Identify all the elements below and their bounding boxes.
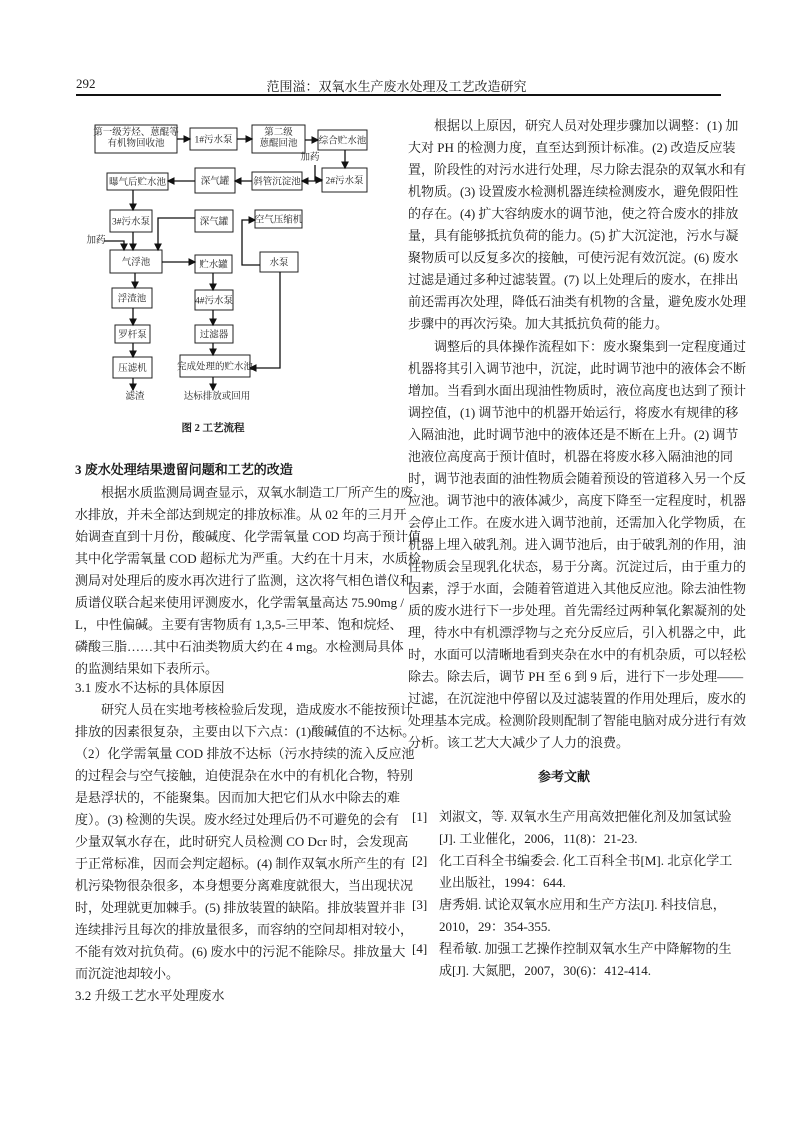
- text-line: 测局对处理后的废水再次进行了监测，这次将气相色谱仪和: [75, 573, 414, 588]
- text-line: 水排放，并未全部达到规定的排放标准。从 02 年的三月开: [75, 507, 407, 522]
- flow-label: 加药: [300, 153, 320, 163]
- flow-arrow: [104, 241, 124, 250]
- process-box-label: 2#污水泵: [325, 176, 364, 187]
- process-box-label: 罗杆泵: [118, 330, 147, 341]
- figure-caption: 图 2 工艺流程: [181, 423, 245, 434]
- process-box-label: 第一级芳烃、蒽醌等: [93, 128, 179, 138]
- flow-label: 加药: [86, 236, 106, 246]
- reference-text: 成[J]. 大氮肥，2007，30(6)：412-414.: [439, 963, 651, 978]
- reference-item: [412, 938, 732, 982]
- process-box-label: 第二级: [264, 128, 293, 138]
- text-line: 理，待水中有机漂浮物与之充分反应后，引入机器之中，此: [408, 625, 747, 640]
- text-line: 机物质。(3) 设置废水检测机器连续检测废水，避免假阳性: [408, 184, 739, 199]
- text-line: 调控值，(1) 调节池中的机器开始运行，将废水有规律的移: [408, 405, 739, 420]
- text-line: 不能有效对抗负荷。(6) 废水中的污泥不能除尽。排放量大: [75, 944, 406, 959]
- process-box-label: 深气罐: [199, 217, 229, 228]
- text-line: 时，水面可以清晰地看到夹杂在水中的有机杂质，可以轻松: [408, 647, 747, 662]
- text-line: 会停止工作。在废水进入调节池前，还需加入化学物质，在: [408, 515, 747, 530]
- text-line: 连续排污且每次的排放量很多，而容纳的空间却相对较小，: [75, 922, 414, 937]
- text-line: 度）。(3) 检测的失误。废水经过处理后仍不可避免的会有: [75, 812, 399, 827]
- text-line: 始调查直到十月份，酸碱度、化学需氧量 COD 均高于预计值，: [75, 529, 434, 544]
- text-line: 的过程会与空气接触，迫使混杂在水中的有机化合物，特别: [75, 768, 414, 783]
- section-3-2-paragraph-1: [408, 115, 747, 335]
- text-line: 机器将其引入调节池中，沉淀，此时调节池中的液体会不断: [408, 361, 747, 376]
- text-line: 机器上埋入破乳剂。进入调节池后，由于破乳剂的作用，油: [408, 537, 747, 552]
- process-box-label: 水泵: [269, 258, 289, 269]
- flow-label: 滤渣: [125, 392, 145, 402]
- reference-number: [1]: [412, 809, 428, 824]
- reference-text: 2010，29：354-355.: [439, 919, 551, 934]
- flow-arrow: [315, 165, 322, 180]
- text-line: 于正常标准，因而会判定超标。(4) 制作双氧水所产生的有: [75, 856, 406, 871]
- reference-text: 刘淑文，等. 双氧水生产用高效把催化剂及加氢试验: [439, 809, 732, 824]
- text-line: 根据以上原因，研究人员对处理步骤加以调整：(1) 加: [434, 118, 739, 133]
- process-box-label: 深气罐: [200, 177, 230, 187]
- section-3-2-title: 3.2 升级工艺水平处理废水: [75, 988, 225, 1003]
- text-line: 过滤，在沉淀池中停留以及过滤装置的作用处理后，废水的: [408, 691, 747, 706]
- reference-text: [J]. 工业催化，2006，11(8)：21-23.: [439, 831, 638, 846]
- process-box-label: 斜管沉淀池: [253, 177, 301, 188]
- text-line: 因素，浮于水面，会随着管道进入其他反应池。除去油性物: [408, 581, 747, 596]
- process-box-label: 过滤器: [199, 330, 229, 341]
- reference-item: [412, 894, 726, 938]
- text-line: 的存在。(4) 扩大容纳废水的调节池，使之符合废水的排放: [408, 206, 739, 221]
- section-3-2-paragraph-2: [408, 336, 747, 754]
- process-box-label: 3#污水泵: [111, 217, 151, 228]
- text-line: 时，处理就更加棘手。(5) 排放装置的缺陷。排放装置并非: [75, 900, 406, 915]
- text-line: L，中性偏碱。主要有害物质有 1,3,5-三甲苯、饱和烷烃、: [75, 617, 403, 632]
- process-box-label: 1#污水泵: [194, 135, 233, 146]
- text-line: 的监测结果如下表所示。: [75, 661, 219, 676]
- text-line: 除去。除去后，调节 PH 至 6 到 9 后，进行下一步处理——: [408, 669, 744, 684]
- process-box-label: 蒽醌回池: [259, 139, 298, 149]
- process-box-label: 4#污水泵: [194, 296, 234, 307]
- process-box-label: 浮渣池: [117, 294, 147, 305]
- reference-number: [2]: [412, 853, 428, 868]
- text-line: 质谱仪联合起来使用评测废水，化学需氧量高达 75.90mg /: [75, 595, 404, 610]
- process-box-label: 完成处理的贮水池: [176, 362, 254, 373]
- text-line: 质的废水进行下一步处理。首先需经过两种氧化絮凝剂的处: [408, 603, 747, 618]
- references-title: 参考文献: [537, 769, 590, 784]
- process-box-label: 有机物回收池: [107, 139, 165, 149]
- text-line: 少量双氧水存在，此时研究人员检测 CO Dcr 时，会发现高: [75, 834, 409, 849]
- text-line: 而沉淀池却较小。: [75, 966, 180, 981]
- reference-number: [3]: [412, 897, 428, 912]
- text-line: 过滤是通过多种过滤装置。(7) 以上处理后的废水，在排出: [408, 272, 739, 287]
- process-box-label: 压滤机: [118, 364, 147, 374]
- text-line: 前还需再次处理，降低石油类有机物的含量，避免废水处理: [408, 294, 747, 309]
- text-line: 入隔油池，此时调节池中的液体还是不断在上升。(2) 调节: [408, 427, 739, 442]
- text-line: 聚物质可以反复多次的接触，可使污泥有效沉淀。(6) 废水: [408, 250, 739, 265]
- reference-item: [412, 806, 732, 850]
- reference-text: 业出版社，1994：644.: [439, 875, 566, 890]
- reference-text: 化工百科全书编委会. 化工百科全书[M]. 北京化学工: [439, 853, 733, 868]
- text-line: 排放的因素很复杂，主要由以下六点：(1)酸碱值的不达标。: [75, 724, 416, 739]
- reference-list: [412, 806, 733, 982]
- text-line: 处理基本完成。检测阶段则配制了智能电脑对成分进行有效: [408, 713, 747, 728]
- text-line: 置，阶段性的对污水进行处理，尽力除去混杂的双氧水和有: [408, 162, 747, 177]
- text-line: 分析。该工艺大大减少了人力的浪费。: [408, 735, 630, 750]
- running-title: 范围溢：双氧水生产废水处理及工艺改造研究: [266, 79, 527, 94]
- text-line: 磷酸三脂……其中石油类物质大约在 4 mg。水检测局具体: [75, 639, 404, 654]
- section-3-paragraph: [75, 482, 434, 680]
- section-3-1-paragraph: [75, 699, 416, 985]
- process-box-label: 空气压缩机: [254, 215, 303, 226]
- process-box-label: 气浮池: [121, 258, 151, 268]
- text-line: 增加。当看到水面出现油性物质时，液位高度也达到了预计: [408, 383, 747, 398]
- text-line: 是悬浮状的，不能聚集。因而加大把它们从水中除去的难: [75, 790, 401, 805]
- flow-label: 达标排放或回用: [183, 392, 251, 402]
- process-box-label: 综合贮水池: [318, 136, 367, 147]
- flow-arrow: [250, 272, 280, 368]
- text-line: 大对 PH 的检测力度，直至达到预计标准。(2) 改造反应装: [408, 140, 736, 155]
- reference-text: 程希敏. 加强工艺操作控制双氧水生产中降解物的生: [439, 941, 732, 956]
- text-line: 应池。调节池中的液体减少，高度下降至一定程度时，机器: [408, 493, 747, 508]
- text-line: 池液位高度高于预计值时，机器在将废水移入隔油池的同: [408, 449, 734, 464]
- text-line: 研究人员在实地考核检验后发现，造成废水不能按预计: [101, 702, 414, 717]
- text-line: 量，具有能够抵抗负荷的能力。(5) 扩大沉淀池，污水与凝: [408, 228, 739, 243]
- reference-number: [4]: [412, 941, 428, 956]
- process-box-label: 贮水罐: [199, 260, 228, 271]
- page-number: 292: [76, 76, 96, 91]
- text-line: 步骤中的再次污染。加大其抵抗负荷的能力。: [408, 316, 669, 331]
- text-line: 性物质会呈现乳化状态，易于分离。沉淀过后，由于重力的: [408, 559, 747, 574]
- text-line: 机污染物很杂很多，本身想要分离难度就很大，当出现状况: [75, 878, 414, 893]
- reference-text: 唐秀娟. 试论双氧水应用和生产方法[J]. 科技信息，: [439, 897, 726, 912]
- text-line: 时，调节池表面的油性物质会随着预设的管道移入另一个反: [408, 471, 747, 486]
- text-line: 根据水质监测局调查显示，双氧水制造工厂所产生的废: [101, 485, 414, 500]
- flow-arrow: [158, 218, 195, 250]
- section-3-title: 3 废水处理结果遗留问题和工艺的改造: [75, 462, 293, 477]
- section-3-1-title: 3.1 废水不达标的具体原因: [75, 680, 225, 695]
- text-line: 其中化学需氧量 COD 超标尤为严重。大约在十月末，水质检: [75, 551, 421, 566]
- process-box-label: 曝气后贮水池: [108, 178, 167, 188]
- text-line: 调整后的具体操作流程如下：废水聚集到一定程度通过: [434, 339, 747, 354]
- reference-item: [412, 850, 733, 894]
- text-line: （2）化学需氧量 COD 排放不达标（污水持续的流入反应池: [75, 746, 415, 761]
